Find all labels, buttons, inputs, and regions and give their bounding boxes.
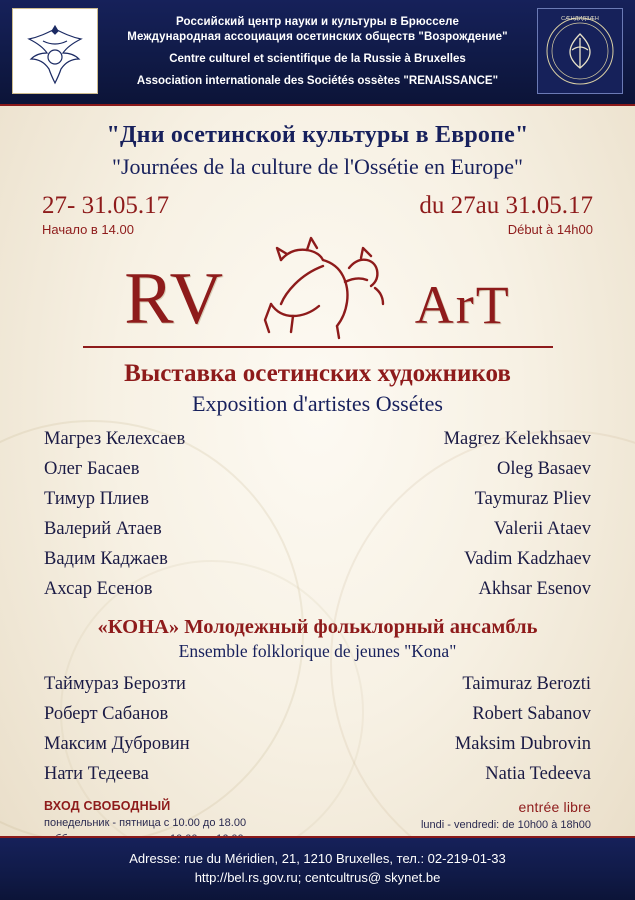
horse-and-rider-icon bbox=[223, 232, 413, 344]
artist-name-fr: Valerii Ataev bbox=[493, 519, 591, 539]
artist-name-ru: Ахсар Есенов bbox=[44, 579, 153, 599]
title-fr: "Journées de la culture de l'Ossétie en Europe" bbox=[111, 154, 524, 179]
logo-part1: RV bbox=[124, 258, 224, 340]
list-item bbox=[44, 704, 591, 725]
ensemble-member-list bbox=[0, 674, 635, 785]
member-name-ru: Таймураз Берозти bbox=[44, 674, 186, 694]
dates-fr bbox=[419, 192, 593, 237]
date-range-fr: du 27au 31.05.17 bbox=[419, 192, 593, 219]
arv-art-logo bbox=[0, 238, 635, 346]
list-item bbox=[44, 519, 591, 540]
header-fr-line1: Centre culturel et scientifique de la Russie à Bruxelles bbox=[169, 53, 466, 65]
start-time-fr: Début à 14h00 bbox=[507, 222, 593, 237]
artist-name-ru: Вадим Каджаев bbox=[44, 549, 168, 569]
header-ru-line1: Российский центр науки и культуры в Брюсселе bbox=[176, 15, 459, 28]
admission-title-ru: ВХОД СВОБОДНЫЙ bbox=[44, 799, 171, 813]
artist-name-ru: Валерий Атаев bbox=[44, 519, 162, 539]
member-name-fr: Robert Sabanov bbox=[472, 704, 591, 724]
dates-ru bbox=[42, 192, 169, 237]
admission-title-fr: entrée libre bbox=[518, 799, 591, 815]
member-name-ru: Максим Дубровин bbox=[44, 734, 190, 754]
member-name-fr: Natia Tedeeva bbox=[485, 764, 591, 784]
artist-name-ru: Тимур Плиев bbox=[44, 489, 150, 509]
artist-list bbox=[0, 429, 635, 600]
contact-line[interactable]: http://bel.rs.gov.ru; centcultrus@ skynet.be bbox=[194, 870, 441, 885]
title-ru: "Дни осетинской культуры в Европе" bbox=[106, 122, 529, 148]
renaissance-seal-icon bbox=[537, 8, 623, 94]
header-ru-line2: Международная ассоциация осетинских обществ "Возрождение" bbox=[127, 30, 508, 43]
artist-name-ru: Олег Басаев bbox=[44, 459, 140, 479]
member-name-ru: Роберт Сабанов bbox=[44, 704, 169, 724]
ensemble-heading-ru: «КОНА» Молодежный фольклорный ансамбль bbox=[97, 616, 538, 638]
artist-name-fr: Magrez Kelekhsaev bbox=[443, 429, 591, 449]
member-name-ru: Нати Тедеева bbox=[44, 764, 149, 784]
artist-name-fr: Vadim Kadzhaev bbox=[464, 549, 591, 569]
title-block bbox=[0, 122, 635, 180]
artist-name-ru: Магрез Келехсаев bbox=[44, 429, 186, 449]
exhibition-heading-ru: Выставка осетинских художников bbox=[124, 360, 511, 387]
member-name-fr: Maksim Dubrovin bbox=[454, 734, 591, 754]
hours-ru-weekday: понедельник - пятница с 10.00 до 18.00 bbox=[44, 817, 247, 829]
address-bar bbox=[0, 836, 635, 900]
header-bar bbox=[0, 0, 635, 106]
list-item bbox=[44, 549, 591, 570]
list-item bbox=[44, 579, 591, 600]
list-item bbox=[44, 734, 591, 755]
list-item bbox=[44, 674, 591, 695]
list-item bbox=[44, 459, 591, 480]
list-item bbox=[44, 489, 591, 510]
artist-name-fr: Oleg Basaev bbox=[496, 459, 591, 479]
list-item bbox=[44, 764, 591, 785]
ensemble-heading-fr: Ensemble folklorique de jeunes "Kona" bbox=[178, 641, 457, 661]
date-range-ru: 27- 31.05.17 bbox=[42, 192, 170, 219]
header-fr-line2: Association internationale des Sociétés ossètes "RENAISSANCE" bbox=[136, 75, 499, 88]
artist-name-fr: Akhsar Esenov bbox=[478, 579, 591, 599]
exhibition-heading-fr: Exposition d'artistes Ossétes bbox=[192, 391, 443, 416]
artist-name-fr: Taymuraz Pliev bbox=[474, 489, 591, 509]
start-time-ru: Начало в 14.00 bbox=[42, 222, 134, 237]
svg-text:СÆНДИДЗÆН: СÆНДИДЗÆН bbox=[561, 16, 599, 22]
logo-part2: ArT bbox=[414, 275, 511, 335]
address-line: Adresse: rue du Méridien, 21, 1210 Bruxelles, тел.: 02-219-01-33 bbox=[129, 851, 506, 867]
hours-fr-weekday: lundi - vendredi: de 10h00 à 18h00 bbox=[420, 819, 591, 831]
eagle-coat-of-arms-icon bbox=[12, 8, 98, 94]
logo-divider bbox=[83, 346, 553, 348]
header-text bbox=[23, 15, 611, 90]
member-name-fr: Taimuraz Berozti bbox=[462, 674, 591, 694]
list-item bbox=[44, 429, 591, 450]
